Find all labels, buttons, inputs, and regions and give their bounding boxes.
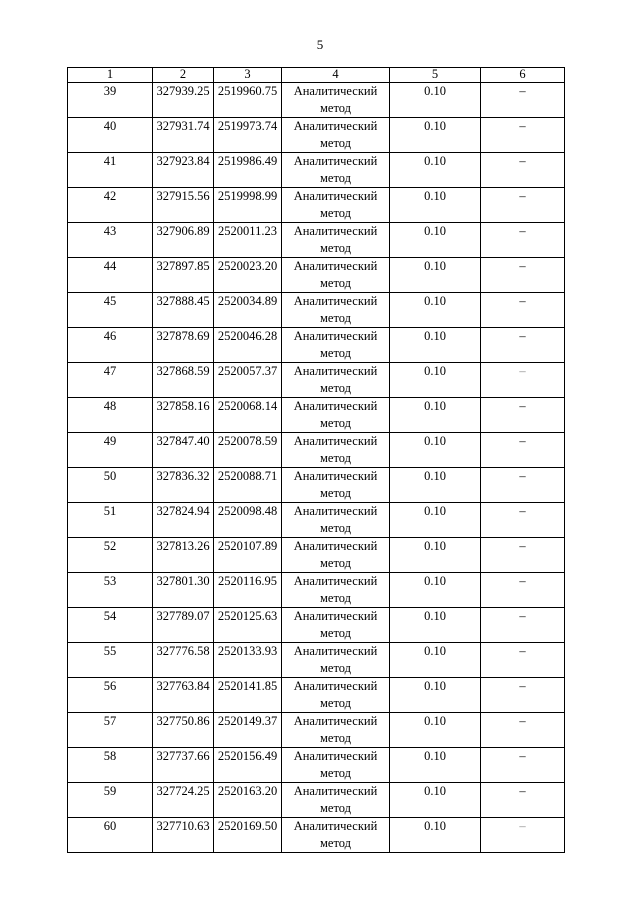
description-cell: – [481,608,565,643]
description-cell: – [481,538,565,573]
accuracy-cell: 0.10 [390,608,481,643]
x-coordinate-cell: 327737.66 [153,748,214,783]
method-line-2: метод [319,136,351,150]
point-number-cell: 47 [68,363,153,398]
y-coordinate-cell: 2520116.95 [214,573,282,608]
method-cell [282,643,390,678]
point-number-cell: 50 [68,468,153,503]
table-row [68,608,565,643]
method-line-2: метод [319,591,351,605]
method-cell [282,573,390,608]
method-line-1: Аналитический [293,784,378,798]
method-line-2: метод [319,346,351,360]
point-number-cell: 46 [68,328,153,363]
point-number-cell: 58 [68,748,153,783]
point-number-cell: 54 [68,608,153,643]
description-cell: – [481,783,565,818]
x-coordinate-cell: 327939.25 [153,83,214,118]
method-line-2: метод [319,206,351,220]
description-cell: – [481,223,565,258]
y-coordinate-cell: 2520098.48 [214,503,282,538]
table-row [68,713,565,748]
header-col-4: 4 [282,68,390,83]
description-cell: – [481,118,565,153]
method-line-2: метод [319,556,351,570]
table-row [68,363,565,398]
x-coordinate-cell: 327868.59 [153,363,214,398]
accuracy-cell: 0.10 [390,818,481,853]
method-line-2: метод [319,451,351,465]
method-line-2: метод [319,521,351,535]
point-number-cell: 52 [68,538,153,573]
point-number-cell: 40 [68,118,153,153]
accuracy-cell: 0.10 [390,713,481,748]
table-row [68,188,565,223]
accuracy-cell: 0.10 [390,83,481,118]
point-number-cell: 49 [68,433,153,468]
table-row [68,503,565,538]
accuracy-cell: 0.10 [390,258,481,293]
description-cell: – [481,748,565,783]
point-number-cell: 51 [68,503,153,538]
method-line-1: Аналитический [293,434,378,448]
table-row [68,258,565,293]
x-coordinate-cell: 327906.89 [153,223,214,258]
method-line-2: метод [319,486,351,500]
y-coordinate-cell: 2520034.89 [214,293,282,328]
table-row [68,643,565,678]
accuracy-cell: 0.10 [390,363,481,398]
accuracy-cell: 0.10 [390,503,481,538]
method-cell [282,783,390,818]
method-cell [282,293,390,328]
description-cell: – [481,573,565,608]
point-number-cell: 48 [68,398,153,433]
x-coordinate-cell: 327847.40 [153,433,214,468]
point-number-cell: 53 [68,573,153,608]
table-row [68,293,565,328]
method-line-2: метод [319,101,351,115]
y-coordinate-cell: 2520107.89 [214,538,282,573]
accuracy-cell: 0.10 [390,468,481,503]
table-row [68,678,565,713]
method-cell [282,328,390,363]
header-col-1: 1 [68,68,153,83]
method-line-2: метод [319,171,351,185]
method-line-2: метод [319,416,351,430]
method-line-1: Аналитический [293,84,378,98]
method-cell [282,153,390,188]
header-col-2: 2 [153,68,214,83]
y-coordinate-cell: 2520078.59 [214,433,282,468]
method-cell [282,818,390,853]
method-line-2: метод [319,241,351,255]
point-number-cell: 41 [68,153,153,188]
accuracy-cell: 0.10 [390,398,481,433]
table-row [68,433,565,468]
x-coordinate-cell: 327763.84 [153,678,214,713]
description-cell: – [481,293,565,328]
accuracy-cell: 0.10 [390,118,481,153]
description-cell: – [481,713,565,748]
method-line-1: Аналитический [293,399,378,413]
table-row [68,783,565,818]
point-number-cell: 45 [68,293,153,328]
method-cell [282,608,390,643]
method-line-2: метод [319,731,351,745]
method-line-2: метод [319,836,351,850]
method-line-1: Аналитический [293,294,378,308]
x-coordinate-cell: 327750.86 [153,713,214,748]
table-row [68,468,565,503]
method-line-1: Аналитический [293,539,378,553]
point-number-cell: 44 [68,258,153,293]
method-line-1: Аналитический [293,224,378,238]
method-cell [282,83,390,118]
method-line-1: Аналитический [293,714,378,728]
y-coordinate-cell: 2519960.75 [214,83,282,118]
x-coordinate-cell: 327923.84 [153,153,214,188]
table-row [68,538,565,573]
x-coordinate-cell: 327789.07 [153,608,214,643]
method-line-1: Аналитический [293,504,378,518]
method-line-2: метод [319,661,351,675]
point-number-cell: 59 [68,783,153,818]
method-cell [282,678,390,713]
y-coordinate-cell: 2520023.20 [214,258,282,293]
coordinates-table [67,67,565,853]
method-line-1: Аналитический [293,679,378,693]
method-line-1: Аналитический [293,259,378,273]
x-coordinate-cell: 327897.85 [153,258,214,293]
accuracy-cell: 0.10 [390,293,481,328]
description-cell: – [481,643,565,678]
method-cell [282,188,390,223]
point-number-cell: 56 [68,678,153,713]
accuracy-cell: 0.10 [390,328,481,363]
point-number-cell: 42 [68,188,153,223]
accuracy-cell: 0.10 [390,153,481,188]
x-coordinate-cell: 327836.32 [153,468,214,503]
table-row [68,573,565,608]
y-coordinate-cell: 2520149.37 [214,713,282,748]
accuracy-cell: 0.10 [390,783,481,818]
x-coordinate-cell: 327801.30 [153,573,214,608]
accuracy-cell: 0.10 [390,538,481,573]
method-line-1: Аналитический [293,574,378,588]
description-cell: – [481,83,565,118]
y-coordinate-cell: 2520133.93 [214,643,282,678]
y-coordinate-cell: 2520011.23 [214,223,282,258]
table-row [68,153,565,188]
method-line-1: Аналитический [293,749,378,763]
table-row [68,223,565,258]
method-line-2: метод [319,381,351,395]
method-cell [282,223,390,258]
method-line-2: метод [319,311,351,325]
description-cell: – [481,258,565,293]
method-line-2: метод [319,276,351,290]
description-cell: – [481,818,565,853]
accuracy-cell: 0.10 [390,188,481,223]
method-line-1: Аналитический [293,119,378,133]
accuracy-cell: 0.10 [390,748,481,783]
point-number-cell: 60 [68,818,153,853]
y-coordinate-cell: 2520088.71 [214,468,282,503]
point-number-cell: 43 [68,223,153,258]
description-cell: – [481,188,565,223]
y-coordinate-cell: 2520125.63 [214,608,282,643]
description-cell: – [481,153,565,188]
accuracy-cell: 0.10 [390,573,481,608]
description-cell: – [481,328,565,363]
method-line-2: метод [319,626,351,640]
method-line-1: Аналитический [293,329,378,343]
y-coordinate-cell: 2520057.37 [214,363,282,398]
header-col-3: 3 [214,68,282,83]
accuracy-cell: 0.10 [390,223,481,258]
point-number-cell: 39 [68,83,153,118]
method-cell [282,433,390,468]
table-row [68,398,565,433]
table-row [68,328,565,363]
x-coordinate-cell: 327824.94 [153,503,214,538]
method-line-2: метод [319,766,351,780]
method-cell [282,538,390,573]
header-col-5: 5 [390,68,481,83]
x-coordinate-cell: 327931.74 [153,118,214,153]
method-line-1: Аналитический [293,469,378,483]
method-cell [282,363,390,398]
method-cell [282,748,390,783]
method-cell [282,713,390,748]
method-cell [282,258,390,293]
table-body [68,83,565,853]
description-cell: – [481,678,565,713]
description-cell: – [481,363,565,398]
method-line-2: метод [319,801,351,815]
method-line-1: Аналитический [293,819,378,833]
description-cell: – [481,398,565,433]
accuracy-cell: 0.10 [390,678,481,713]
description-cell: – [481,503,565,538]
method-line-1: Аналитический [293,609,378,623]
method-line-2: метод [319,696,351,710]
y-coordinate-cell: 2520169.50 [214,818,282,853]
x-coordinate-cell: 327710.63 [153,818,214,853]
x-coordinate-cell: 327724.25 [153,783,214,818]
description-cell: – [481,468,565,503]
description-cell: – [481,433,565,468]
x-coordinate-cell: 327813.26 [153,538,214,573]
y-coordinate-cell: 2520046.28 [214,328,282,363]
y-coordinate-cell: 2519973.74 [214,118,282,153]
table-row [68,748,565,783]
accuracy-cell: 0.10 [390,433,481,468]
table-row [68,118,565,153]
method-line-1: Аналитический [293,644,378,658]
method-cell [282,398,390,433]
y-coordinate-cell: 2520068.14 [214,398,282,433]
y-coordinate-cell: 2519998.99 [214,188,282,223]
table-header-row [68,68,565,83]
point-number-cell: 57 [68,713,153,748]
y-coordinate-cell: 2520156.49 [214,748,282,783]
accuracy-cell: 0.10 [390,643,481,678]
x-coordinate-cell: 327878.69 [153,328,214,363]
y-coordinate-cell: 2520141.85 [214,678,282,713]
method-cell [282,118,390,153]
method-cell [282,468,390,503]
table-row [68,818,565,853]
x-coordinate-cell: 327858.16 [153,398,214,433]
table-row [68,83,565,118]
header-col-6: 6 [481,68,565,83]
method-line-1: Аналитический [293,364,378,378]
y-coordinate-cell: 2520163.20 [214,783,282,818]
point-number-cell: 55 [68,643,153,678]
page-number: 5 [316,37,324,52]
x-coordinate-cell: 327888.45 [153,293,214,328]
method-line-1: Аналитический [293,189,378,203]
x-coordinate-cell: 327915.56 [153,188,214,223]
method-cell [282,503,390,538]
method-line-1: Аналитический [293,154,378,168]
x-coordinate-cell: 327776.58 [153,643,214,678]
y-coordinate-cell: 2519986.49 [214,153,282,188]
